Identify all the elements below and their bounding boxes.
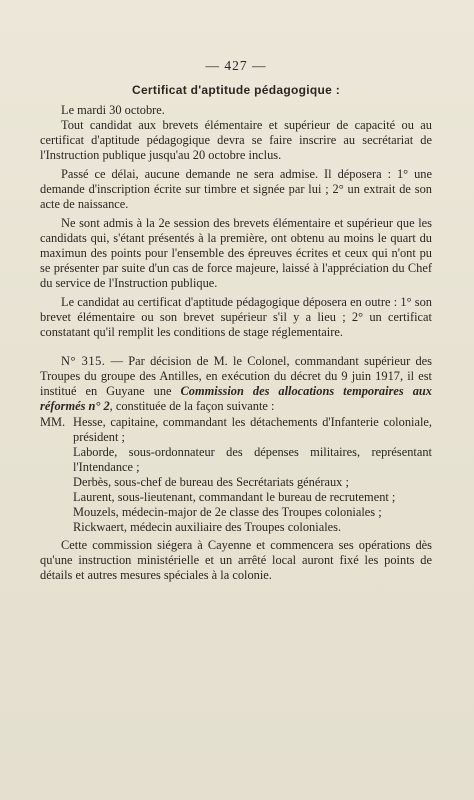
list-item — [40, 490, 432, 505]
paragraph-candidat-certificat: Le candidat au certificat d'aptitude pédagogique déposera en outre : 1° son brevet élémentaire ou son brevet supérieur s'il y a lieu ; 2° un certificat constatant qu'il remplit les conditions de stage réglementaire. — [40, 295, 432, 339]
list-item — [40, 505, 432, 520]
paragraph-inscription: Tout candidat aux brevets élémentaire et supérieur de capacité ou au certificat d'aptitude pédagogique devra se faire inscrire au secrétariat de l'Instruction publique jusqu'au 20 octobre inclus. — [40, 118, 432, 162]
section-title-certificat: Certificat d'aptitude pédagogique : — [131, 83, 341, 97]
paragraph-admission: Ne sont admis à la 2e session des brevets élémentaire et supérieur que les candidats qui, s'étant présentés à la première, ont obtenu au moins le quart du maximun des points pour l'ensemble des épreuves écrites et ceux qui n'ont pu se présenter par suite d'un cas de force majeure, laissé à l'appréciation du Chef du service de l'Instruction publique. — [40, 216, 432, 290]
list-item — [40, 415, 432, 445]
list-item — [40, 475, 432, 490]
paragraph-delai: Passé ce délai, aucune demande ne sera admise. Il déposera : 1° une demande d'inscription écrite sur timbre et signée par lui ; 2° un extrait de son acte de naissance. — [40, 167, 432, 211]
member-text: Hesse, capitaine, commandant les détachements d'Infanterie coloniale, président ; — [73, 415, 432, 444]
member-text: Laborde, sous-ordonnateur des dépenses militaires, représentant l'Intendance ; — [73, 445, 432, 474]
list-item — [40, 445, 432, 475]
page-number: — 427 — — [205, 58, 267, 73]
member-text: Derbès, sous-chef de bureau des Secrétariats généraux ; — [73, 475, 349, 489]
commission-name: Commission des allocations temporaires aux réformés n° 2 — [40, 384, 432, 413]
decision-text-before: — Par décision de M. le Colonel, commandant supérieur des Troupes du groupe des Antilles, en exécution du décret du 9 juin 1917, il est institué en Guyane une — [40, 354, 432, 398]
member-text: Mouzels, médecin-major de 2e classe des Troupes coloniales ; — [73, 505, 382, 519]
member-text: Rickwaert, médecin auxiliaire des Troupes coloniales. — [73, 520, 342, 534]
decision-text-after: , constituée de la façon suivante : — [109, 399, 275, 413]
members-list — [40, 415, 432, 535]
members-prefix: MM. — [40, 415, 66, 429]
closing-paragraph: Cette commission siégera à Cayenne et commencera ses opérations dès qu'une instruction ministérielle et un arrêté local auront fixé les points de détails et autres mesures spéciales à la colonie. — [40, 538, 432, 582]
decision-paragraph — [40, 354, 432, 414]
decision-number: N° 315. — [61, 354, 106, 368]
member-text: Laurent, sous-lieutenant, commandant le bureau de recrutement ; — [73, 490, 396, 504]
paragraph-date: Le mardi 30 octobre. — [61, 103, 165, 117]
list-item — [40, 520, 432, 535]
page-content — [40, 58, 432, 583]
